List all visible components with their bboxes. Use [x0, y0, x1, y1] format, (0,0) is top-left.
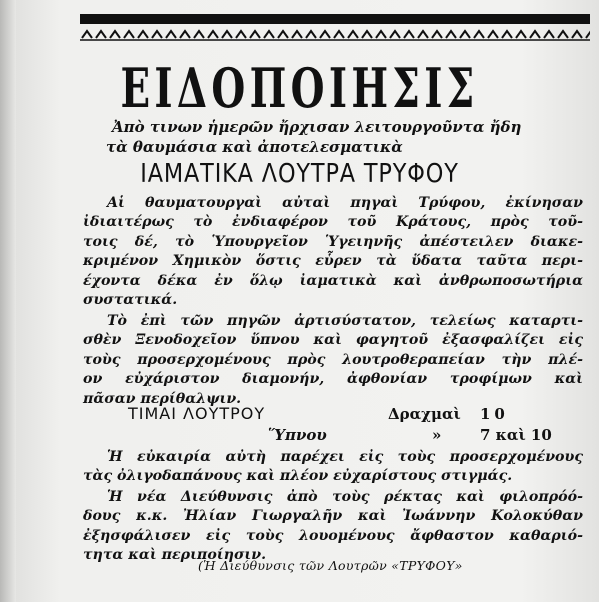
price-label: Ὕπνου [268, 426, 327, 444]
text-line: τοὺς προσερχομένους πρὸς λουτροθεραπείαν τὴν πλέ- [83, 351, 583, 368]
text-line: Αἱ θαυματουργαὶ αὐταὶ πηγαὶ Τρύφου, ἐκίνησαν [107, 195, 583, 211]
notice-headline: ΕΙΔΟΠΟΙΗΣΙΣ [120, 56, 479, 120]
text-line: Ἡ εὐκαιρία αὐτὴ παρέχει εἰς τοὺς προσερχομένους [107, 449, 583, 465]
intro-text [108, 117, 578, 157]
zigzag-pattern [82, 31, 590, 38]
price-label: ΤΙΜΑΙ ΛΟΥΤΡΟΥ [128, 404, 266, 423]
text-line: τοις δέ, τὸ Ὑπουργεῖον Ὑγειηνῆς ἀπέστειλεν διακε- [83, 233, 583, 250]
paragraph-springs [83, 194, 583, 310]
paragraph-opportunity [83, 448, 583, 487]
decorative-zigzag-border [80, 28, 590, 42]
text-line: ἐξησφάλισεν εἰς τοὺς λουομένους ἄφθαστον καθαριό- [83, 527, 583, 544]
top-border-rule [80, 14, 590, 24]
text-line: ον εὐχάριστον διαμονήν, ἀφθονίαν τροφίμων καὶ [83, 371, 583, 388]
signature-line: (Ἡ Διεύθυνσις τῶν Λουτρῶν «ΤΡΥΦΟΥ» [198, 558, 463, 573]
ditto-mark: » [432, 426, 442, 444]
paragraph-management [83, 488, 583, 566]
text-line: δους κ.κ. Ἠλίαν Γιωργαλῆν καὶ Ἰωάννην Κολοκύθαν [83, 508, 583, 525]
text-line: πᾶσαν περίθαλψιν. [83, 390, 242, 407]
text-line: ἰδιαιτέρως τὸ ἐνδιαφέρον τοῦ Κράτους, πρὸς τοῦ- [83, 214, 583, 231]
text-line: σθὲν Ξενοδοχεῖον ὕπνου καὶ φαγητοῦ ἐξασφαλίζει εἰς [83, 332, 583, 349]
price-value: 10 [480, 405, 509, 423]
text-line: τὰς ὀλιγοδαπάνους καὶ πλέον εὐχαρίστους στιγμάς. [83, 468, 513, 485]
text-line: έχοντα δέκα ἐν ὅλῳ ἰαματικὰ καὶ ἀνθρωποσωτήρια [83, 272, 583, 289]
paragraph-hotel [83, 312, 583, 409]
intro-line: τὰ θαυμάσια καὶ ἀποτελεσματικὰ [106, 138, 403, 156]
intro-line: Ἀπὸ τινων ἡμερῶν ἤρχισαν λειτουργοῦντα ἤδη [112, 118, 522, 136]
text-line: Ἡ νέα Διεύθυνσις ἀπὸ τοὺς ρέκτας καὶ φιλοπρόό- [107, 489, 583, 505]
text-line: κριμένον Χημικὸν ὅστις εὗρεν τὰ ὕδατα ταῦτα περι- [83, 253, 583, 270]
text-line: συστατικά. [83, 292, 178, 309]
baths-subheadline: ΙΑΜΑΤΙΚΑ ΛΟΥΤΡΑ ΤΡΥΦΟΥ [140, 159, 459, 189]
price-value: 7 καὶ 10 [480, 426, 552, 444]
text-line: Τὸ ἐπὶ τῶν πηγῶν ἀρτισύστατον, τελείως καταρτι- [107, 313, 583, 329]
page-edge-shadow [0, 0, 16, 602]
text-line: τητα καὶ περιποίησιν. [83, 547, 267, 564]
price-unit: Δραχμαὶ [388, 405, 461, 423]
